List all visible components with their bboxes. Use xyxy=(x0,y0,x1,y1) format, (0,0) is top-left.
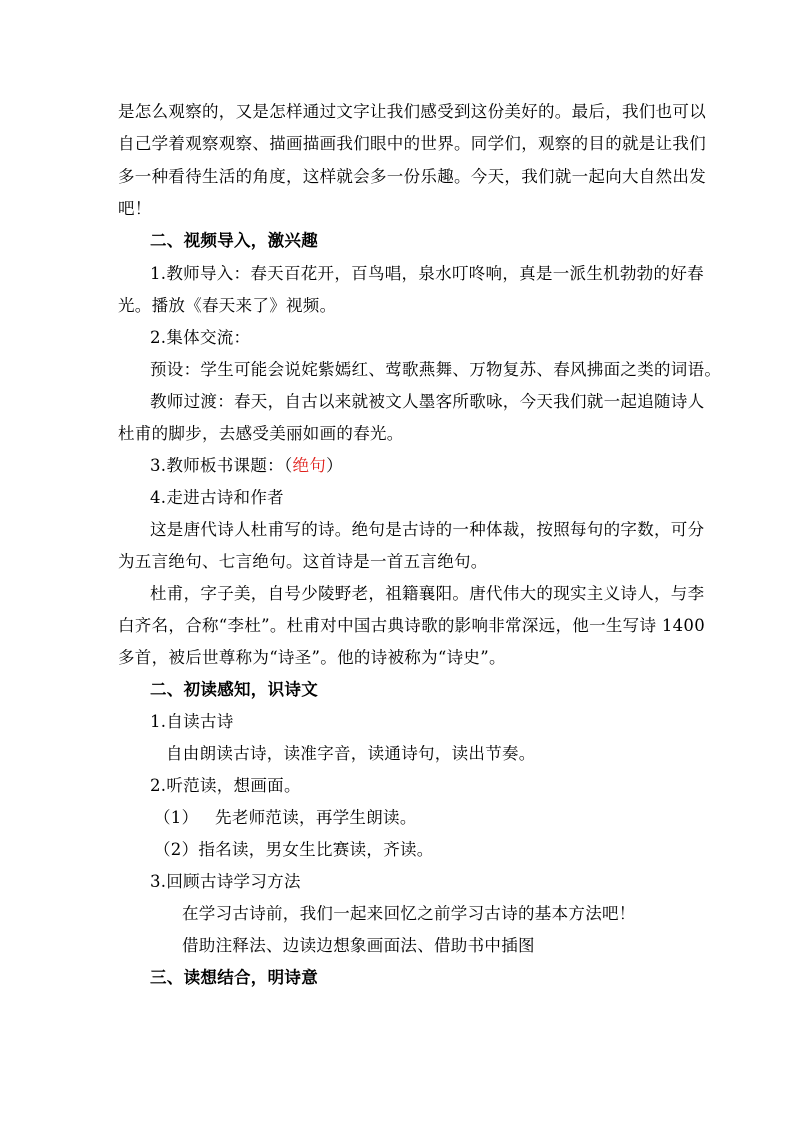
paragraph-line: 白齐名，合称“李杜”。杜甫对中国古典诗歌的影响非常深远，他一生写诗 1400 xyxy=(118,616,706,635)
section-heading: 二、初读感知，识诗文 xyxy=(150,680,318,699)
section-heading: 三、读想结合，明诗意 xyxy=(150,968,318,987)
paragraph-line: 是怎么观察的，又是怎样通过文字让我们感受到这份美好的。最后，我们也可以 xyxy=(118,102,706,121)
paragraph-line: 吧！ xyxy=(118,199,152,218)
paragraph-line: 多首，被后世尊称为“诗圣”。他的诗被称为“诗史”。 xyxy=(118,648,506,667)
paragraph-line: 在学习古诗前，我们一起来回忆之前学习古诗的基本方法吧！ xyxy=(182,904,636,923)
paragraph-line: 自己学着观察观察、描画描画我们眼中的世界。同学们，观察的目的就是让我们 xyxy=(118,134,706,153)
paragraph-line: 为五言绝句、七言绝句。这首诗是一首五言绝句。 xyxy=(118,552,488,571)
paragraph-line: 杜甫，字子美，自号少陵野老，祖籍襄阳。唐代伟大的现实主义诗人，与李 xyxy=(150,584,705,603)
paragraph-line: 杜甫的脚步，去感受美丽如画的春光。 xyxy=(118,424,404,443)
list-item: （2）指名读，男女生比赛读，齐读。 xyxy=(154,840,434,859)
paragraph-line: 预设：学生可能会说姹紫嫣红、莺歌燕舞、万物复苏、春风拂面之类的词语。 xyxy=(150,360,722,379)
paragraph-line: 教师过渡：春天，自古以来就被文人墨客所歌咏，今天我们就一起追随诗人 xyxy=(150,392,705,411)
lesson-title-highlight: 绝句 xyxy=(292,456,327,475)
list-item: 2.集体交流： xyxy=(150,328,251,347)
list-item: 4.走进古诗和作者 xyxy=(150,488,284,507)
list-item: 3.回顾古诗学习方法 xyxy=(150,872,301,891)
paragraph-line: 自由朗读古诗，读准字音，读通诗句，读出节奏。 xyxy=(166,744,536,763)
paragraph-line: 1.教师导入：春天百花开，百鸟唱，泉水叮咚响，真是一派生机勃勃的好春 xyxy=(150,264,704,283)
list-item: 2.听范读，想画面。 xyxy=(150,776,301,795)
paragraph-line: 多一种看待生活的角度，这样就会多一份乐趣。今天，我们就一起向大自然出发 xyxy=(118,167,706,186)
paragraph-line: 光。播放《春天来了》视频。 xyxy=(118,296,337,315)
list-item: 1.自读古诗 xyxy=(150,712,234,731)
list-item-text: 3.教师板书课题：（ xyxy=(150,456,293,475)
section-heading: 二、视频导入，激兴趣 xyxy=(150,231,318,250)
list-item: （1） 先老师范读，再学生朗读。 xyxy=(154,808,417,827)
paragraph-line: 借助注释法、边读边想象画面法、借助书中插图 xyxy=(182,936,535,955)
list-item-text: ） xyxy=(326,456,343,475)
list-item xyxy=(150,455,343,477)
paragraph-line: 这是唐代诗人杜甫写的诗。绝句是古诗的一种体裁，按照每句的字数，可分 xyxy=(150,520,705,539)
